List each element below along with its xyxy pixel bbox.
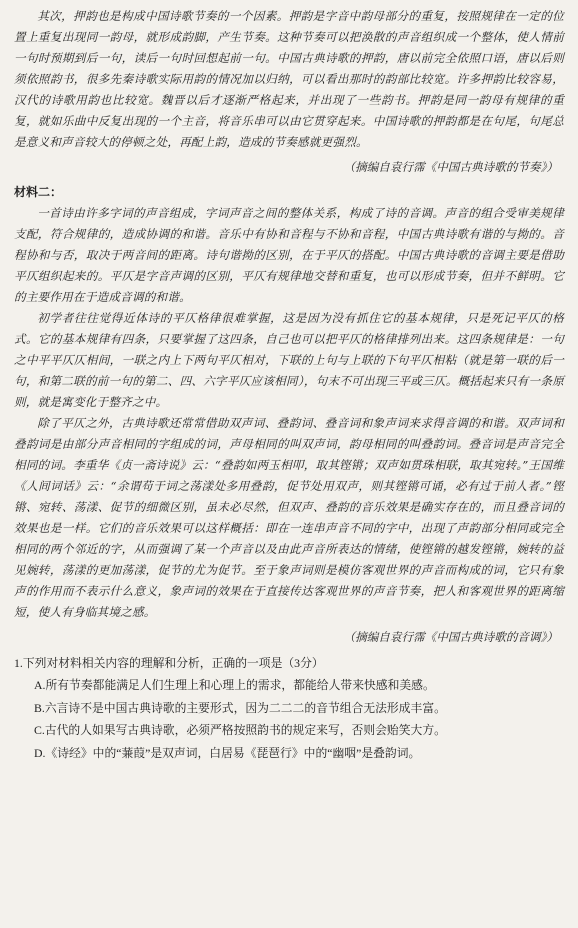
material2-paragraph-1: 一首诗由许多字词的声音组成，字词声音之间的整体关系，构成了诗的音调。声音的组合受审美规律支配，符合规律的，造成协调的和谐。音乐中有协和音程与不协和音程，中国古典诗歌有谐的与拗的。音程协和与否，取决于两音间的距离。诗句谐拗的区别，在于平仄的搭配。中国古典诗歌的音调主要是借助平仄组织起来的。平仄是字音声调的区别，平仄有规律地交替和重复，也可以形成节奏，但并不鲜明。它的主要作用在于造成音调的和谐。	[14, 206, 564, 304]
material2-heading: 材料二：	[14, 185, 63, 199]
question-stem: 1.下列对材料相关内容的理解和分析，正确的一项是（3分）	[14, 656, 324, 670]
question-option-a: A.所有节奏都能满足人们生理上和心理上的需求，都能给人带来快感和美感。	[34, 678, 435, 692]
question-option-b: B.六言诗不是中国古典诗歌的主要形式，因为二二二的音节组合无法形成丰富。	[34, 700, 446, 715]
material1-paragraph: 其次，押韵也是构成中国诗歌节奏的一个因素。押韵是字音中韵母部分的重复，按照规律在一定的位置上重复出现同一韵母，就形成韵脚，产生节奏。这种节奏可以把涣散的声音组织成一个整体，使人情前一句时预期到后一句，读后一句时回想起前一句。中国古典诗歌的押韵，唐以前完全依照口语，唐以后则须依照韵书，很多先秦诗歌实际用韵的情况加以归纳，可以看出那时的韵部比较宽。许多押韵比较容易，汉代的诗歌用韵也比较宽。魏晋以后才逐渐严格起来，并出现了一些韵书。押韵是同一韵母有规律的重复，就如乐曲中反复出现的一个主音，将音乐串可以由它贯穿起来。中国诗歌的押韵都是在句尾，句尾总是意义和声音较大的停顿之处，再配上韵，造成的节奏感就更强烈。	[14, 9, 564, 149]
material1-source: （摘编自袁行霈《中国古典诗歌的节奏》）	[343, 160, 558, 174]
material2-source: （摘编自袁行霈《中国古典诗歌的音调》）	[343, 630, 558, 644]
question-option-d: D.《诗经》中的“蒹葭”是双声词，白居易《琵琶行》中的“幽咽”是叠韵词。	[34, 745, 421, 760]
question-option-c: C.古代的人如果写古典诗歌，必须严格按照韵书的规定来写，否则会贻笑大方。	[34, 723, 446, 737]
material2-paragraph-2: 初学者往往觉得近体诗的平仄格律很难掌握，这是因为没有抓住它的基本规律，只是死记平仄的格式。它的基本规律有四条，只要掌握了这四条，自己也可以把平仄的格律排列出来。这四条规律是：一句之中平平仄仄相间，一联之内上下两句平仄相对，下联的上句与上联的下句平仄相粘（就是第一联的后一句，和第二联的前一句的第二、四、六字平仄应该相同），句末不可出现三平或三仄。概括起来只有一条原则，就是寓变化于整齐之中。	[14, 311, 564, 409]
material2-paragraph-3: 除了平仄之外，古典诗歌还常常借助双声词、叠韵词、叠音词和象声词来求得音调的和谐。双声词和叠韵词是由部分声音相同的字组成的词，声母相同的叫双声词，韵母相同的叫叠韵词。叠音词是声音完全相同的词。李重华《贞一斋诗说》云：“叠韵如两玉相叩，取其铿锵；双声如贯珠相联，取其宛转。”王国维《人间词话》云：“余谓苟于词之荡漾处多用叠韵，促节处用双声，则其铿锵可诵，必有过于前人者。”铿锵、宛转、荡漾、促节的细微区别，虽未必尽然，但双声、叠韵的音乐效果是确实存在的，而且叠音词的效果也是一样。它们的音乐效果可以这样概括：即在一连串声音不同的字中，出现了声韵部分相同或完全相同的两个邻近的字，从而强调了某一个声音以及由此声音所表达的情绪，使铿锵的越发铿锵，婉转的益见婉转，荡漾的更加荡漾，促节的尤为促节。至于象声词则是模仿客观世界的声音而构成的词，它只有象声的作用而不表示什么意义，象声词的效果在于直接传达客观世界的声音节奏，把人和客观世界的距离缩短，使人有身临其境之感。	[14, 416, 564, 619]
